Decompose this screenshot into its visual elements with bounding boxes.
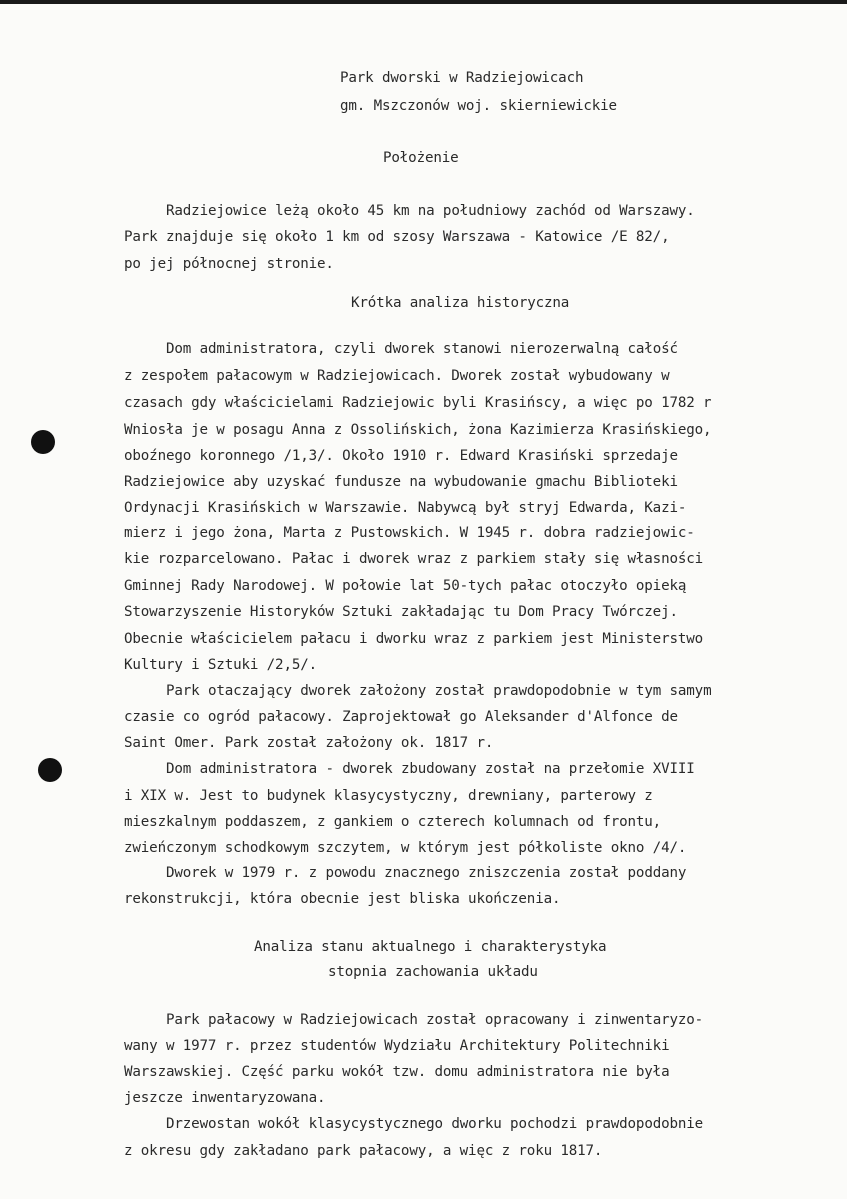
paragraph-line: oboźnego koronnego /1,3/. Około 1910 r. Edward Krasiński sprzedaje [124, 448, 678, 464]
paragraph-line: wany w 1977 r. przez studentów Wydziału Architektury Politechniki [124, 1038, 670, 1054]
paragraph-line: i XIX w. Jest to budynek klasycystyczny, drewniany, parterowy z [124, 788, 653, 804]
paragraph-line: Dworek w 1979 r. z powodu znacznego zniszczenia został poddany [166, 865, 687, 881]
paragraph-line: Stowarzyszenie Historyków Sztuki zakładając tu Dom Pracy Twórczej. [124, 604, 678, 620]
paragraph-line: Radziejowice aby uzyskać fundusze na wybudowanie gmachu Biblioteki [124, 474, 678, 490]
paragraph-line: Park znajduje się około 1 km od szosy Warszawa - Katowice /E 82/, [124, 229, 670, 245]
section-heading-history: Krótka analiza historyczna [351, 295, 570, 311]
page-top-edge [0, 0, 847, 4]
paragraph-line: czasie co ogród pałacowy. Zaprojektował go Aleksander d'Alfonce de [124, 709, 678, 725]
paragraph-line: Radziejowice leżą około 45 km na południowy zachód od Warszawy. [166, 203, 695, 219]
section-heading-analysis: Analiza stanu aktualnego i charakterystyka [254, 939, 607, 955]
paragraph-line: jeszcze inwentaryzowana. [124, 1090, 326, 1106]
paragraph-line: z okresu gdy zakładano park pałacowy, a więc z roku 1817. [124, 1143, 603, 1159]
paragraph-line: rekonstrukcji, która obecnie jest bliska ukończenia. [124, 891, 561, 907]
paragraph-line: po jej północnej stronie. [124, 256, 334, 272]
paragraph-line: czasach gdy właścicielami Radziejowic byli Krasińscy, a więc po 1782 r [124, 395, 712, 411]
document-subtitle: gm. Mszczonów woj. skierniewickie [340, 98, 617, 114]
paragraph-line: zwieńczonym schodkowym szczytem, w którym jest półkoliste okno /4/. [124, 840, 687, 856]
paragraph-line: Gminnej Rady Narodowej. W połowie lat 50-tych pałac otoczyło opieką [124, 578, 687, 594]
paragraph-line: Dom administratora - dworek zbudowany został na przełomie XVIII [166, 761, 695, 777]
paragraph-line: Ordynacji Krasińskich w Warszawie. Nabywcą był stryj Edwarda, Kazi- [124, 500, 687, 516]
document-title: Park dworski w Radziejowicach [340, 70, 584, 86]
paragraph-line: Wniosła je w posagu Anna z Ossolińskich, żona Kazimierza Krasińskiego, [124, 422, 712, 438]
punch-hole [38, 758, 62, 782]
paragraph-line: Dom administratora, czyli dworek stanowi nierozerwalną całość [166, 341, 678, 357]
paragraph-line: Saint Omer. Park został założony ok. 1817 r. [124, 735, 494, 751]
paragraph-line: kie rozparcelowano. Pałac i dworek wraz z parkiem stały się własności [124, 551, 704, 567]
paragraph-line: z zespołem pałacowym w Radziejowicach. Dworek został wybudowany w [124, 368, 670, 384]
paragraph-line: mieszkalnym poddaszem, z gankiem o czterech kolumnach od frontu, [124, 814, 662, 830]
section-heading-analysis-cont: stopnia zachowania układu [328, 964, 538, 980]
section-heading-location: Położenie [383, 150, 459, 166]
paragraph-line: Kultury i Sztuki /2,5/. [124, 657, 318, 673]
paragraph-line: Obecnie właścicielem pałacu i dworku wraz z parkiem jest Ministerstwo [124, 631, 704, 647]
paragraph-line: mierz i jego żona, Marta z Pustowskich. W 1945 r. dobra radziejowic- [124, 525, 695, 541]
paragraph-line: Park pałacowy w Radziejowicach został opracowany i zinwentaryzo- [166, 1012, 704, 1028]
paragraph-line: Drzewostan wokół klasycystycznego dworku pochodzi prawdopodobnie [166, 1116, 704, 1132]
paragraph-line: Park otaczający dworek założony został prawdopodobnie w tym samym [166, 683, 712, 699]
paragraph-line: Warszawskiej. Część parku wokół tzw. domu administratora nie była [124, 1064, 670, 1080]
punch-hole [31, 430, 55, 454]
